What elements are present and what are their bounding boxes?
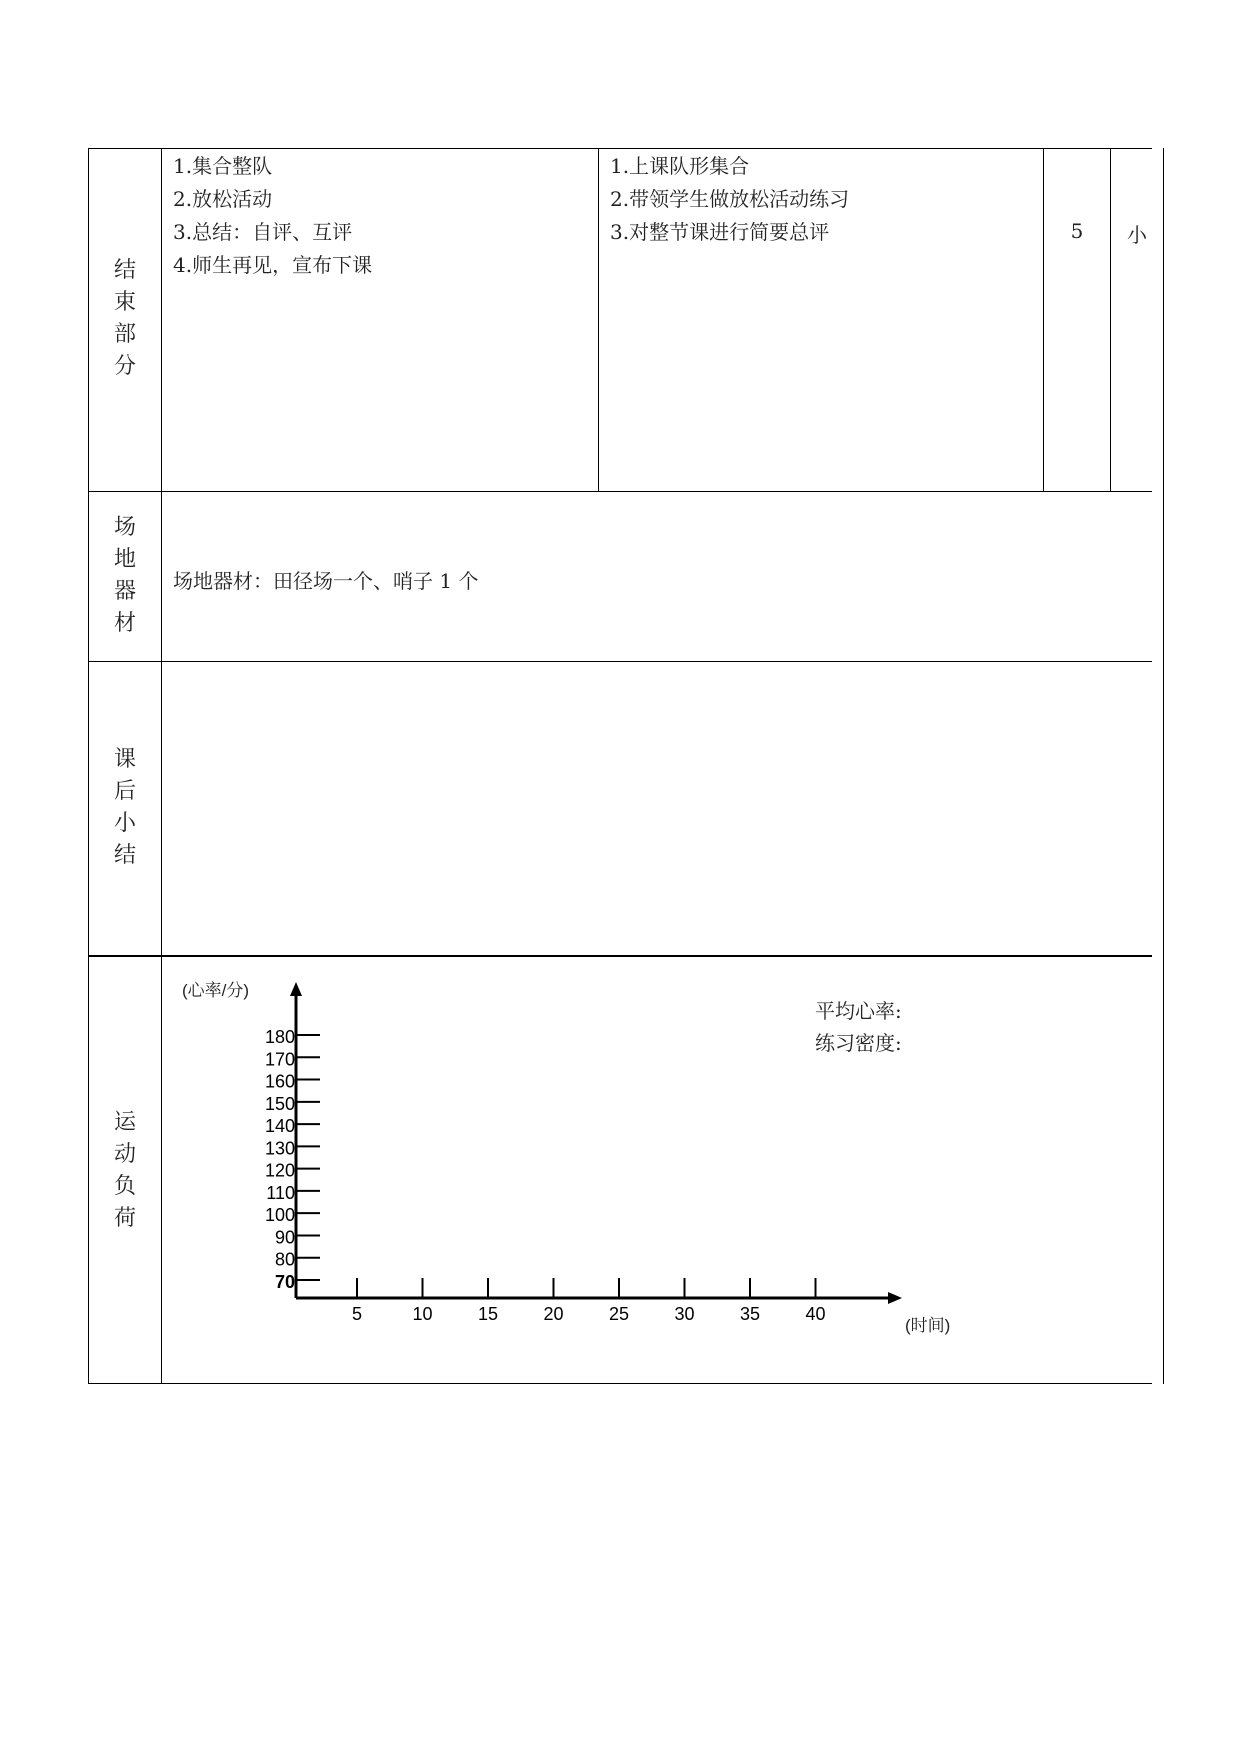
x-tick-label: 5 <box>351 1304 363 1324</box>
y-tick-label: 160 <box>264 1071 295 1092</box>
x-tick-label: 25 <box>608 1304 630 1324</box>
y-tick-label: 150 <box>264 1093 295 1114</box>
y-tick-label: 70 <box>274 1272 295 1292</box>
x-tick-label: 30 <box>674 1304 695 1324</box>
list-item: 4.师生再见，宣布下课 <box>173 253 373 277</box>
label-char: 结 <box>113 843 136 868</box>
list-item: 1.集合整队 <box>173 154 273 178</box>
x-tick-label: 20 <box>543 1304 564 1324</box>
y-tick-label: 100 <box>264 1205 295 1226</box>
label-char: 运 <box>113 1110 136 1135</box>
x-axis-arrow <box>888 1292 902 1304</box>
label-char: 器 <box>113 579 136 604</box>
x-tick-label: 40 <box>805 1304 826 1324</box>
label-char: 负 <box>113 1174 136 1199</box>
list-item: 2.带领学生做放松活动练习 <box>610 187 850 211</box>
list-item: 3.对整节课进行简要总评 <box>610 220 830 244</box>
x-tick-label: 15 <box>477 1304 499 1324</box>
x-tick-label: 35 <box>739 1304 761 1324</box>
practice-density-label: 练习密度: <box>815 1031 902 1055</box>
y-tick-label: 80 <box>274 1249 295 1270</box>
y-tick-label: 180 <box>264 1027 295 1047</box>
equipment-text: 场地器材：田径场一个、哨子 1 个 <box>173 569 479 593</box>
label-char: 课 <box>113 747 136 772</box>
x-tick-label: 10 <box>412 1304 433 1324</box>
y-tick-label: 120 <box>264 1160 295 1181</box>
y-tick-label: 110 <box>266 1182 295 1203</box>
average-heart-rate-label: 平均心率: <box>815 999 902 1023</box>
label-char: 材 <box>113 611 136 636</box>
y-axis-arrow <box>290 982 302 996</box>
label-char: 地 <box>113 547 136 572</box>
label-char: 后 <box>113 779 136 804</box>
ending-time: 5 <box>1070 219 1084 243</box>
label-char: 荷 <box>113 1206 136 1231</box>
x-axis-label: (时间) <box>905 1316 951 1335</box>
label-char: 结 <box>113 258 136 283</box>
list-item: 3.总结：自评、互评 <box>173 220 353 244</box>
label-char: 束 <box>113 290 136 315</box>
ending-intensity: 小 <box>1127 223 1147 247</box>
label-char: 场 <box>113 515 136 540</box>
y-tick-label: 90 <box>274 1227 295 1248</box>
list-item: 1.上课队形集合 <box>610 154 750 178</box>
label-char: 小 <box>113 811 136 836</box>
y-tick-label: 170 <box>264 1049 295 1070</box>
label-char: 分 <box>113 354 136 379</box>
y-tick-label: 130 <box>264 1138 295 1159</box>
y-tick-label: 140 <box>264 1116 295 1137</box>
y-axis-label: (心率/分) <box>182 981 250 1000</box>
label-char: 部 <box>113 322 136 347</box>
list-item: 2.放松活动 <box>173 187 273 211</box>
label-char: 动 <box>113 1142 136 1167</box>
